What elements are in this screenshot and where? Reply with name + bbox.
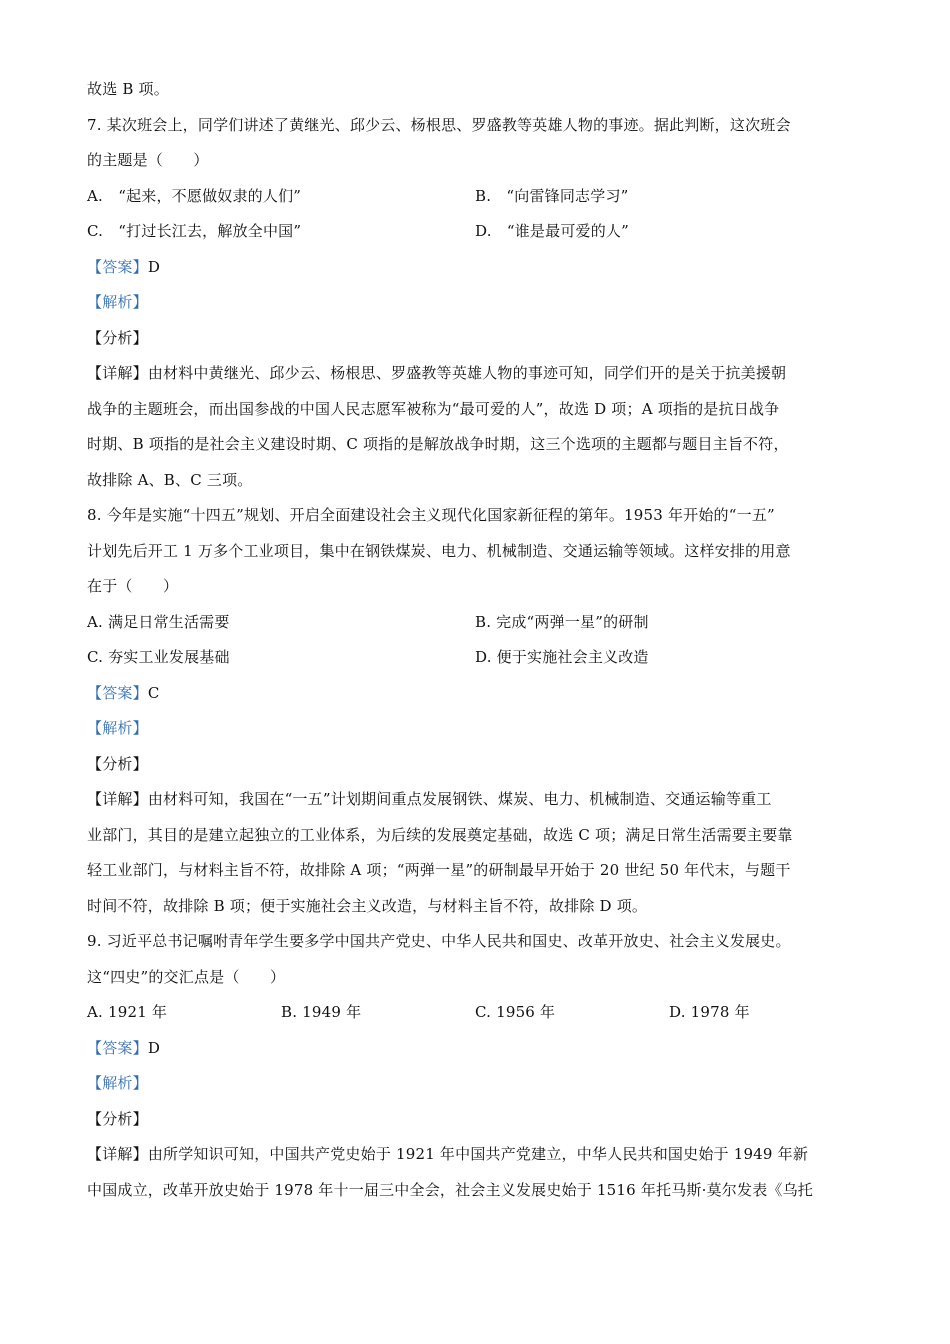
option-a: A. “起来，不愿做奴隶的人们”	[87, 186, 302, 205]
question-8-detail-cont: 时间不符，故排除 B 项；便于实施社会主义改造，与材料主旨不符，故排除 D 项。	[87, 896, 648, 915]
answer-value: D	[147, 1038, 161, 1057]
question-8-stem: 8. 今年是实施“十四五”规划、开启全面建设社会主义现代化国家新征程的第年。1953 年开始的“一五”	[87, 506, 775, 524]
question-9-stem: 9. 习近平总书记嘱咐青年学生要多学中国共产党史、中华人民共和国史、改革开放史、社会主义发展史。	[87, 932, 791, 950]
question-8-stem-cont: 计划先后开工 1 万多个工业项目，集中在钢铁煤炭、电力、机械制造、交通运输等领域。这样安排的用意	[87, 541, 791, 560]
answer-value: C	[147, 683, 160, 702]
option-a: A. 满足日常生活需要	[87, 612, 230, 631]
option-c: C. 1956 年	[475, 1003, 556, 1021]
option-d: D. 便于实施社会主义改造	[475, 648, 649, 666]
question-8-options-row-2	[87, 640, 867, 676]
question-9-detail-cont: 中国成立，改革开放史始于 1978 年十一届三中全会，社会主义发展史始于 1516 年托马斯·莫尔发表《乌托	[87, 1180, 813, 1199]
question-7-fenxi-tag: 【分析】	[87, 328, 148, 347]
question-7-options-row-1	[87, 179, 867, 215]
option-d: D. 1978 年	[669, 1003, 750, 1021]
question-7-stem: 7. 某次班会上，同学们讲述了黄继光、邱少云、杨根思、罗盛教等英雄人物的事迹。据此判断，这次班会	[87, 115, 791, 134]
option-b: B. “向雷锋同志学习”	[475, 186, 629, 205]
question-8-detail-cont: 轻工业部门，与材料主旨不符，故排除 A 项；“两弹一星”的研制最早开始于 20 世纪 50 年代末，与题干	[87, 861, 791, 879]
question-9-options-row	[87, 995, 867, 1031]
question-7-analysis-tag: 【解析】	[87, 293, 148, 311]
detail-tag: 【详解】	[87, 790, 148, 808]
option-d: D. “谁是最可爱的人”	[475, 222, 629, 240]
option-c: C. “打过长江去，解放全中国”	[87, 222, 302, 240]
question-9-detail	[87, 1137, 867, 1173]
document-page	[87, 72, 867, 1208]
question-9-fenxi-tag: 【分析】	[87, 1109, 148, 1128]
question-8-answer	[87, 676, 867, 712]
question-9-analysis-tag: 【解析】	[87, 1074, 148, 1092]
question-7-detail-cont: 战争的主题班会，而出国参战的中国人民志愿军被称为“最可爱的人”，故选 D 项；A 项指的是抗日战争	[87, 399, 780, 418]
question-7-stem-cont: 的主题是（ ）	[87, 151, 209, 169]
question-8-analysis-tag: 【解析】	[87, 719, 148, 737]
question-8-detail	[87, 782, 867, 818]
question-9-answer	[87, 1031, 867, 1067]
detail-text: 由材料中黄继光、邱少云、杨根思、罗盛教等英雄人物的事迹可知，同学们开的是关于抗美援朝	[147, 364, 787, 382]
question-8-stem-cont: 在于（ ）	[87, 577, 179, 595]
question-7-detail-cont: 故排除 A、B、C 三项。	[87, 470, 253, 489]
detail-text: 由所学知识可知，中国共产党史始于 1921 年中国共产党建立，中华人民共和国史始于 1949 年新	[147, 1145, 809, 1163]
question-7-options-row-2	[87, 214, 867, 250]
question-9-stem-cont: 这“四史”的交汇点是（ ）	[87, 967, 286, 986]
question-7-detail-cont: 时期、B 项指的是社会主义建设时期、C 项指的是解放战争时期，这三个选项的主题都与题目主旨不符，	[87, 435, 789, 453]
option-c: C. 夯实工业发展基础	[87, 648, 230, 666]
question-7-answer	[87, 250, 867, 286]
option-b: B. 1949 年	[281, 1003, 362, 1021]
answer-tag: 【答案】	[87, 1038, 148, 1057]
detail-text: 由材料可知，我国在“一五”计划期间重点发展钢铁、煤炭、电力、机械制造、交通运输等重工	[147, 790, 772, 808]
option-a: A. 1921 年	[87, 1003, 168, 1021]
answer-tag: 【答案】	[87, 683, 148, 702]
option-b: B. 完成“两弹一星”的研制	[475, 612, 649, 631]
text-line: 故选 B 项。	[87, 80, 169, 98]
question-8-options-row-1	[87, 605, 867, 641]
answer-tag: 【答案】	[87, 257, 148, 276]
question-7-detail	[87, 356, 867, 392]
question-8-fenxi-tag: 【分析】	[87, 754, 148, 773]
answer-value: D	[147, 257, 161, 276]
detail-tag: 【详解】	[87, 364, 148, 382]
question-8-detail-cont: 业部门，其目的是建立起独立的工业体系，为后续的发展奠定基础，故选 C 项；满足日常生活需要主要靠	[87, 825, 793, 844]
detail-tag: 【详解】	[87, 1145, 148, 1163]
